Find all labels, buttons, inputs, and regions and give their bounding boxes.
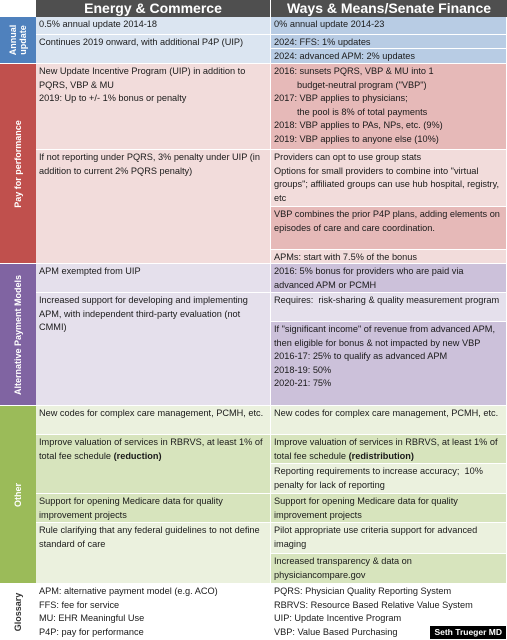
- cell-wm-rbrvs: Improve valuation of services in RBRVS, at least 1% of total fee schedule (redistribution): [271, 435, 507, 464]
- glossary-left: APM: alternative payment model (e.g. ACO) FFS: fee for service MU: EHR Meaningful Use P4P: pay for performance: [36, 584, 271, 640]
- glossary-right: PQRS: Physician Quality Reporting System RBRVS: Resource Based Relative Value System UIP: Update Incentive Program VBP: Value Based Purchasing: [271, 584, 507, 640]
- cell-wm-vbp-timeline: 2016: sunsets PQRS, VBP & MU into 1 budget-neutral program ("VBP") 2017: VBP applies to physicians; the pool is 8% of total payments 2018: VBP applies to PAs, NPs, etc. (9%) 2019: VBP applies to anyone else (10%): [271, 64, 507, 150]
- cell-ec-update-rate: 0.5% annual update 2014-18: [36, 17, 271, 35]
- section-band-pay-for-performance: [0, 64, 36, 264]
- section-band-annual-update: [0, 17, 36, 64]
- cell-wm-imaging: Pilot appropriate use criteria support for advanced imaging: [271, 523, 507, 554]
- cell-wm-medicare-data: Support for opening Medicare data for quality improvement projects: [271, 494, 507, 523]
- cell-ec-update-2019: Continues 2019 onward, with additional P4P (UIP): [36, 35, 271, 64]
- cell-wm-update-2024-apm: 2024: advanced APM: 2% updates: [271, 49, 507, 64]
- author-credit: Seth Trueger MD: [430, 626, 506, 639]
- cell-wm-vbp-combines: VBP combines the prior P4P plans, adding elements on episodes of care and care coordination.: [271, 207, 507, 250]
- cell-ec-guidelines: Rule clarifying that any federal guidelines to not define standard of care: [36, 523, 271, 584]
- section-label-annual-update: Annual update: [8, 24, 28, 56]
- cell-wm-apm-bonus-start: APMs: start with 7.5% of the bonus: [271, 250, 507, 264]
- cell-ec-apm-exempt: APM exempted from UIP: [36, 264, 271, 293]
- cell-wm-group-stats: Providers can opt to use group stats Options for small providers to combine into "virtual groups"; affiliated groups can use hub hospital, registry, etc: [271, 150, 507, 207]
- cell-wm-apm-significant-income: If "significant income" of revenue from advanced APM, then eligible for bonus & not impacted by new VBP 2016-17: 25% to qualify as advanced APM 2018-19: 50% 2020-21: 75%: [271, 322, 507, 406]
- cell-ec-new-codes: New codes for complex care management, PCMH, etc.: [36, 406, 271, 435]
- cell-wm-update-rate: 0% annual update 2014-23: [271, 17, 507, 35]
- section-band-apm: [0, 264, 36, 406]
- cell-ec-apm-support: Increased support for developing and implementing APM, with independent third-party evaluation (not CMMI): [36, 293, 271, 406]
- cell-ec-rbrvs: Improve valuation of services in RBRVS, at least 1% of total fee schedule (reduction): [36, 435, 271, 494]
- header-ways-means: Ways & Means/Senate Finance: [271, 0, 507, 17]
- cell-wm-update-2024-ffs: 2024: FFS: 1% updates: [271, 35, 507, 49]
- cell-wm-new-codes: New codes for complex care management, PCMH, etc.: [271, 406, 507, 435]
- cell-ec-medicare-data: Support for opening Medicare data for quality improvement projects: [36, 494, 271, 523]
- section-band-other: [0, 406, 36, 584]
- section-label-glossary: Glossary: [13, 592, 23, 631]
- cell-wm-transparency: Increased transparency & data on physiciancompare.gov: [271, 554, 507, 584]
- cell-ec-uip: New Update Incentive Program (UIP) in addition to PQRS, VBP & MU 2019: Up to +/- 1% bonus or penalty: [36, 64, 271, 150]
- section-label-apm: Alternative Payment Models: [13, 274, 23, 395]
- section-label-pay-for-performance: Pay for performance: [13, 119, 23, 208]
- section-band-glossary: [0, 584, 36, 640]
- cell-ec-pqrs-penalty: If not reporting under PQRS, 3% penalty under UIP (in addition to current 2% PQRS penalty): [36, 150, 271, 264]
- cell-wm-apm-requires: Requires: risk-sharing & quality measurement program: [271, 293, 507, 322]
- cell-wm-apm-bonus: 2016: 5% bonus for providers who are paid via advanced APM or PCMH: [271, 264, 507, 293]
- section-label-other: Other: [13, 482, 23, 507]
- header-energy-commerce: Energy & Commerce: [36, 0, 270, 17]
- cell-wm-reporting: Reporting requirements to increase accuracy; 10% penalty for lack of reporting: [271, 464, 507, 494]
